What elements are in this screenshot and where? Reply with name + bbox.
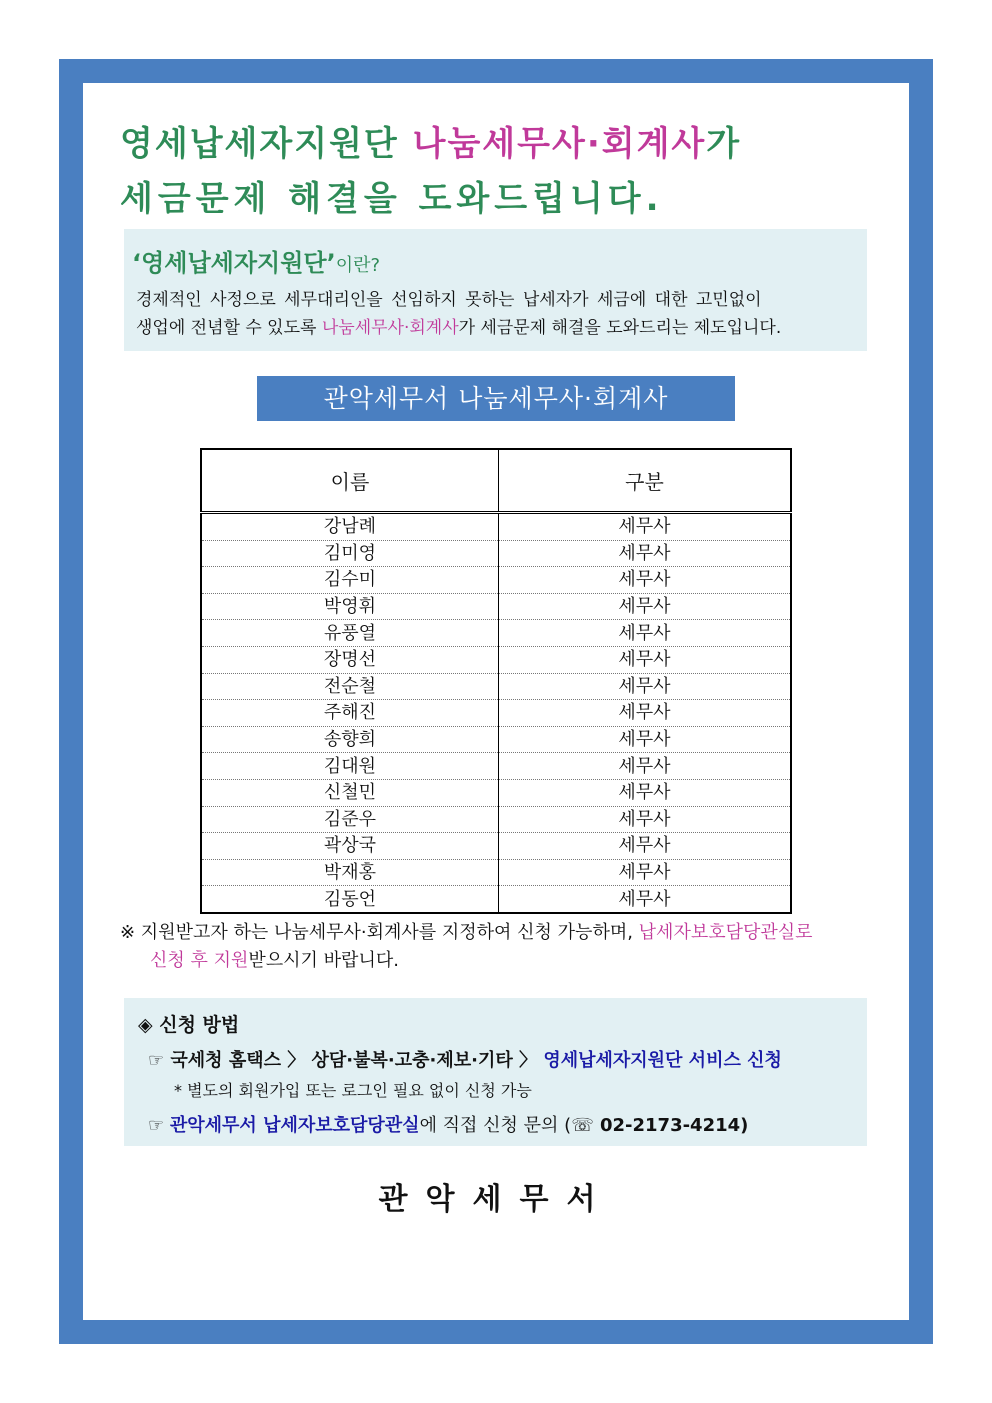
table-row: [201, 779, 791, 806]
cell-name: 신철민: [201, 779, 499, 806]
phone-icon: ☏: [571, 1115, 594, 1136]
cell-name: 김수미: [201, 567, 499, 594]
apply-service-link: 영세납세자지원단 서비스 신청: [543, 1050, 782, 1071]
pointing-hand-icon: ☞: [148, 1115, 170, 1136]
note-highlight: 납세자보호담당관실로: [638, 922, 813, 943]
apply-office-text: 에 직접 신청 문의 (: [419, 1115, 572, 1136]
cell-type: 세무사: [499, 833, 792, 860]
cell-name: 전순철: [201, 673, 499, 700]
cell-name: 곽상국: [201, 833, 499, 860]
definition-line-1: 경제적인 사정으로 세무대리인을 선임하지 못하는 납세자가 세금에 대한 고민없이: [136, 290, 762, 310]
cell-type: 세무사: [499, 753, 792, 780]
cell-name: 강남례: [201, 513, 499, 541]
cell-type: 세무사: [499, 859, 792, 886]
note-text: ※ 지원받고자 하는 나눔세무사·회계사를 지정하여 신청 가능하며,: [120, 922, 639, 943]
table-header-row: [201, 449, 791, 513]
note-text-end: 받으시기 바랍니다.: [248, 950, 399, 971]
cell-type: 세무사: [499, 567, 792, 594]
apply-item-office: [148, 1111, 748, 1137]
headline-highlight: 나눔세무사·회계사: [412, 124, 707, 164]
table-row: [201, 806, 791, 833]
definition-box: [124, 229, 867, 351]
table-row: [201, 726, 791, 753]
headline-particle: 가: [706, 124, 742, 164]
cell-type: 세무사: [499, 593, 792, 620]
note-highlight-2: 신청 후 지원: [150, 950, 249, 971]
table-row: [201, 513, 791, 541]
headline-line-2: 세금문제 해결을 도와드립니다.: [120, 179, 664, 219]
table-row: [201, 646, 791, 673]
header-type: 구분: [499, 449, 792, 513]
definition-title-suffix: 이란?: [335, 255, 381, 276]
note-line-2: [150, 946, 399, 972]
cell-type: 세무사: [499, 673, 792, 700]
cell-name: 주해진: [201, 700, 499, 727]
cell-type: 세무사: [499, 513, 792, 541]
definition-title: [132, 243, 380, 278]
cell-name: 김준우: [201, 806, 499, 833]
cell-type: 세무사: [499, 646, 792, 673]
table-row: [201, 673, 791, 700]
definition-line-2: [136, 313, 781, 338]
table-row: [201, 620, 791, 647]
cell-name: 김미영: [201, 540, 499, 567]
footer-office-name: 관악세무서: [378, 1182, 614, 1217]
apply-phone-number: 02-2173-4214): [593, 1115, 749, 1136]
definition-text: 생업에 전념할 수 있도록: [136, 318, 322, 338]
cell-type: 세무사: [499, 700, 792, 727]
apply-item-hometax: [148, 1046, 782, 1072]
headline-org: 영세납세자지원단: [120, 124, 413, 164]
cell-type: 세무사: [499, 540, 792, 567]
cell-name: 김대원: [201, 753, 499, 780]
header-name: 이름: [201, 449, 499, 513]
cell-type: 세무사: [499, 726, 792, 753]
table-row: [201, 540, 791, 567]
definition-highlight: 나눔세무사·회계사: [321, 318, 459, 338]
table-row: [201, 859, 791, 886]
cell-name: 박영휘: [201, 593, 499, 620]
cell-name: 박재홍: [201, 859, 499, 886]
advisor-table: [200, 448, 792, 914]
apply-office-name: 관악세무서 납세자보호담당관실: [169, 1115, 420, 1136]
cell-name: 김동언: [201, 886, 499, 913]
cell-type: 세무사: [499, 806, 792, 833]
apply-title: ◈ 신청 방법: [138, 1014, 240, 1036]
cell-name: 장명선: [201, 646, 499, 673]
definition-text-end: 가 세금문제 해결을 도와드리는 제도입니다.: [458, 318, 782, 338]
section-banner: 관악세무서 나눔세무사·회계사: [257, 376, 735, 421]
table-row: [201, 567, 791, 594]
cell-type: 세무사: [499, 779, 792, 806]
apply-sub-note: * 별도의 회원가입 또는 로그인 필요 없이 신청 가능: [174, 1081, 532, 1100]
cell-name: 송향희: [201, 726, 499, 753]
definition-title-main: ‘영세납세자지원단’: [132, 249, 336, 277]
table-row: [201, 886, 791, 913]
cell-name: 유풍열: [201, 620, 499, 647]
table-row: [201, 593, 791, 620]
table-row: [201, 833, 791, 860]
headline-line-1: [120, 116, 741, 165]
table-row: [201, 700, 791, 727]
cell-type: 세무사: [499, 620, 792, 647]
cell-type: 세무사: [618, 888, 671, 910]
note-line-1: [120, 918, 813, 944]
apply-method-box: [124, 998, 867, 1146]
apply-hometax-path: ☞ 국세청 홈택스 〉 상담·불복·고충·제보·기타 〉: [148, 1050, 538, 1071]
table-row: [201, 753, 791, 780]
